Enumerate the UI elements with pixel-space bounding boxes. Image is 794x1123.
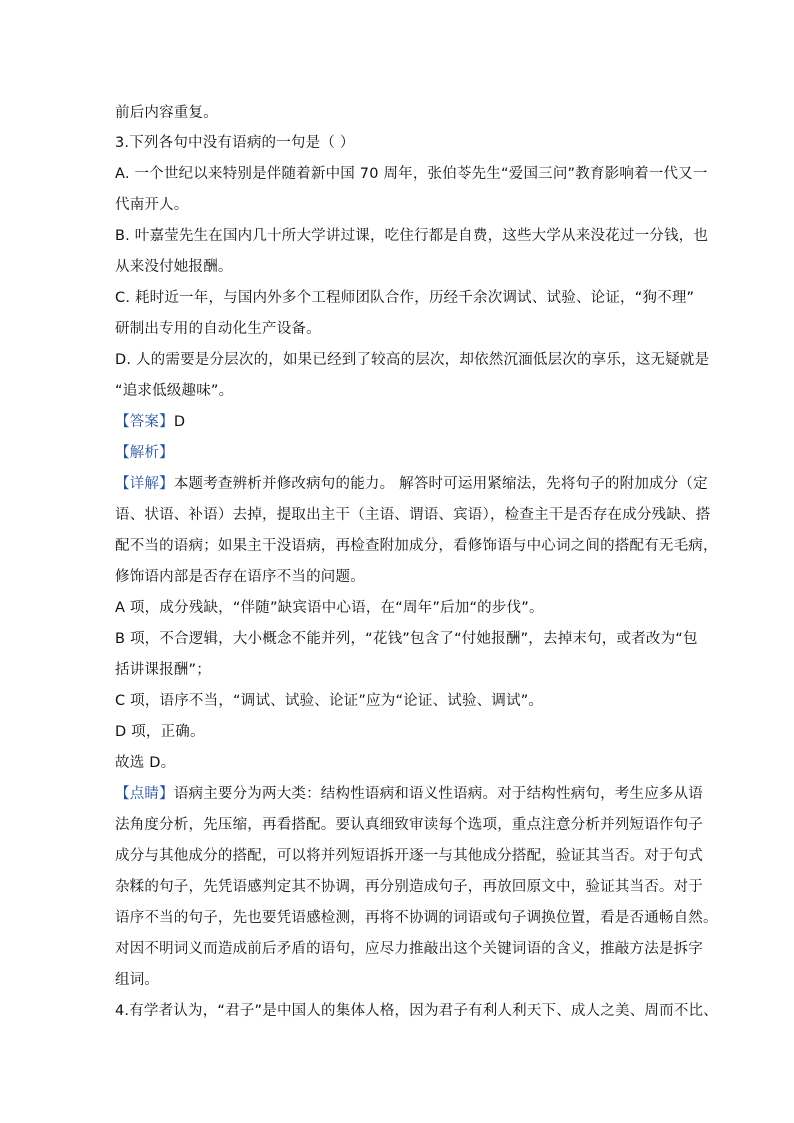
text-line: 法角度分析，先压缩，再看搭配。要认真细致审读每个选项，重点注意分析并列短语作句子 (115, 817, 703, 833)
text-line: 语序不当的句子，先也要凭语感检测，再将不协调的词语或句子调换位置，看是否通畅自然。 (115, 910, 718, 926)
item-d-analysis: D 项，正确。 (115, 724, 205, 740)
analysis-tag: 【解析】 (115, 445, 174, 461)
answer-line: 【答案】D (115, 414, 186, 430)
text-line: 语、状语、补语）去掉，提取出主干（主语、谓语、宾语），检查主干是否存在成分残缺、搭 (115, 507, 711, 523)
text-line: 对因不明词义而造成前后矛盾的语句，应尽力推敲出这个关键词语的含义，推敲方法是拆字 (115, 941, 703, 957)
text-line: 括讲课报酬”； (115, 662, 211, 678)
option-d: D. 人的需要是分层次的，如果已经到了较高的层次，却依然沉湎低层次的享乐，这无疑就是 (115, 352, 710, 368)
text-line: 组词。 (115, 972, 160, 988)
tips-tag: 【点睛】 (115, 786, 174, 802)
answer-tag: 【答案】 (115, 414, 174, 430)
conclusion-line: 故选 D。 (115, 755, 176, 771)
item-b-analysis: B 项，不合逻辑，大小概念不能并列，“花钱”包含了“付她报酬”，去掉末句，或者改为“包 (115, 631, 698, 647)
text-line: 配不当的语病；如果主干没语病，再检查附加成分，看修饰语与中心词之间的搭配有无毛病， (115, 538, 718, 554)
tips-line: 【点睛】语病主要分为两大类：结构性语病和语义性语病。对于结构性病句，考生应多从语 (115, 786, 704, 802)
detail-explanation: 【详解】本题考查辨析并修改病句的能力。 解答时可运用紧缩法，先将句子的附加成分（定 (115, 476, 708, 492)
option-b: B. 叶嘉莹先生在国内几十所大学讲过课，吃住行都是自费，这些大学从来没花过一分钱，也 (115, 228, 709, 244)
item-a-analysis: A 项，成分残缺，“伴随”缺宾语中心语，在“周年”后加“的步伐”。 (115, 600, 544, 616)
option-a-cont: 代南开人。 (115, 197, 189, 213)
option-d-cont: “追求低级趣味”。 (115, 383, 234, 399)
option-c: C. 耗时近一年，与国内外多个工程师团队合作，历经千余次调试、试验、论证，“狗不理” (115, 290, 695, 306)
option-c-cont: 研制出专用的自动化生产设备。 (115, 321, 321, 337)
text-line: 成分与其他成分的搭配，可以将并列短语拆开逐一与其他成分搭配，验证其当否。对于句式 (115, 848, 703, 864)
option-a: A. 一个世纪以来特别是伴随着新中国 70 周年，张伯苓先生“爱国三问”教育影响着一代又一 (115, 166, 708, 182)
detail-tag: 【详解】 (115, 476, 174, 492)
item-c-analysis: C 项，语序不当，“调试、试验、论证”应为“论证、试验、调试”。 (115, 693, 544, 709)
text-line: 杂糅的句子，先凭语感判定其不协调，再分别造成句子，再放回原文中，验证其当否。对于 (115, 879, 703, 895)
question-3-stem: 3.下列各句中没有语病的一句是（ ） (115, 135, 355, 151)
text-line: 修饰语内部是否存在语序不当的问题。 (115, 569, 365, 585)
option-b-cont: 从来没付她报酬。 (115, 259, 233, 275)
analysis-heading (115, 443, 686, 463)
text-line: 前后内容重复。 (115, 105, 218, 121)
question-4-stem: 4.有学者认为，“君子”是中国人的集体人格，因为君子有利人利天下、成人之美、周而不比、 (115, 1003, 718, 1019)
